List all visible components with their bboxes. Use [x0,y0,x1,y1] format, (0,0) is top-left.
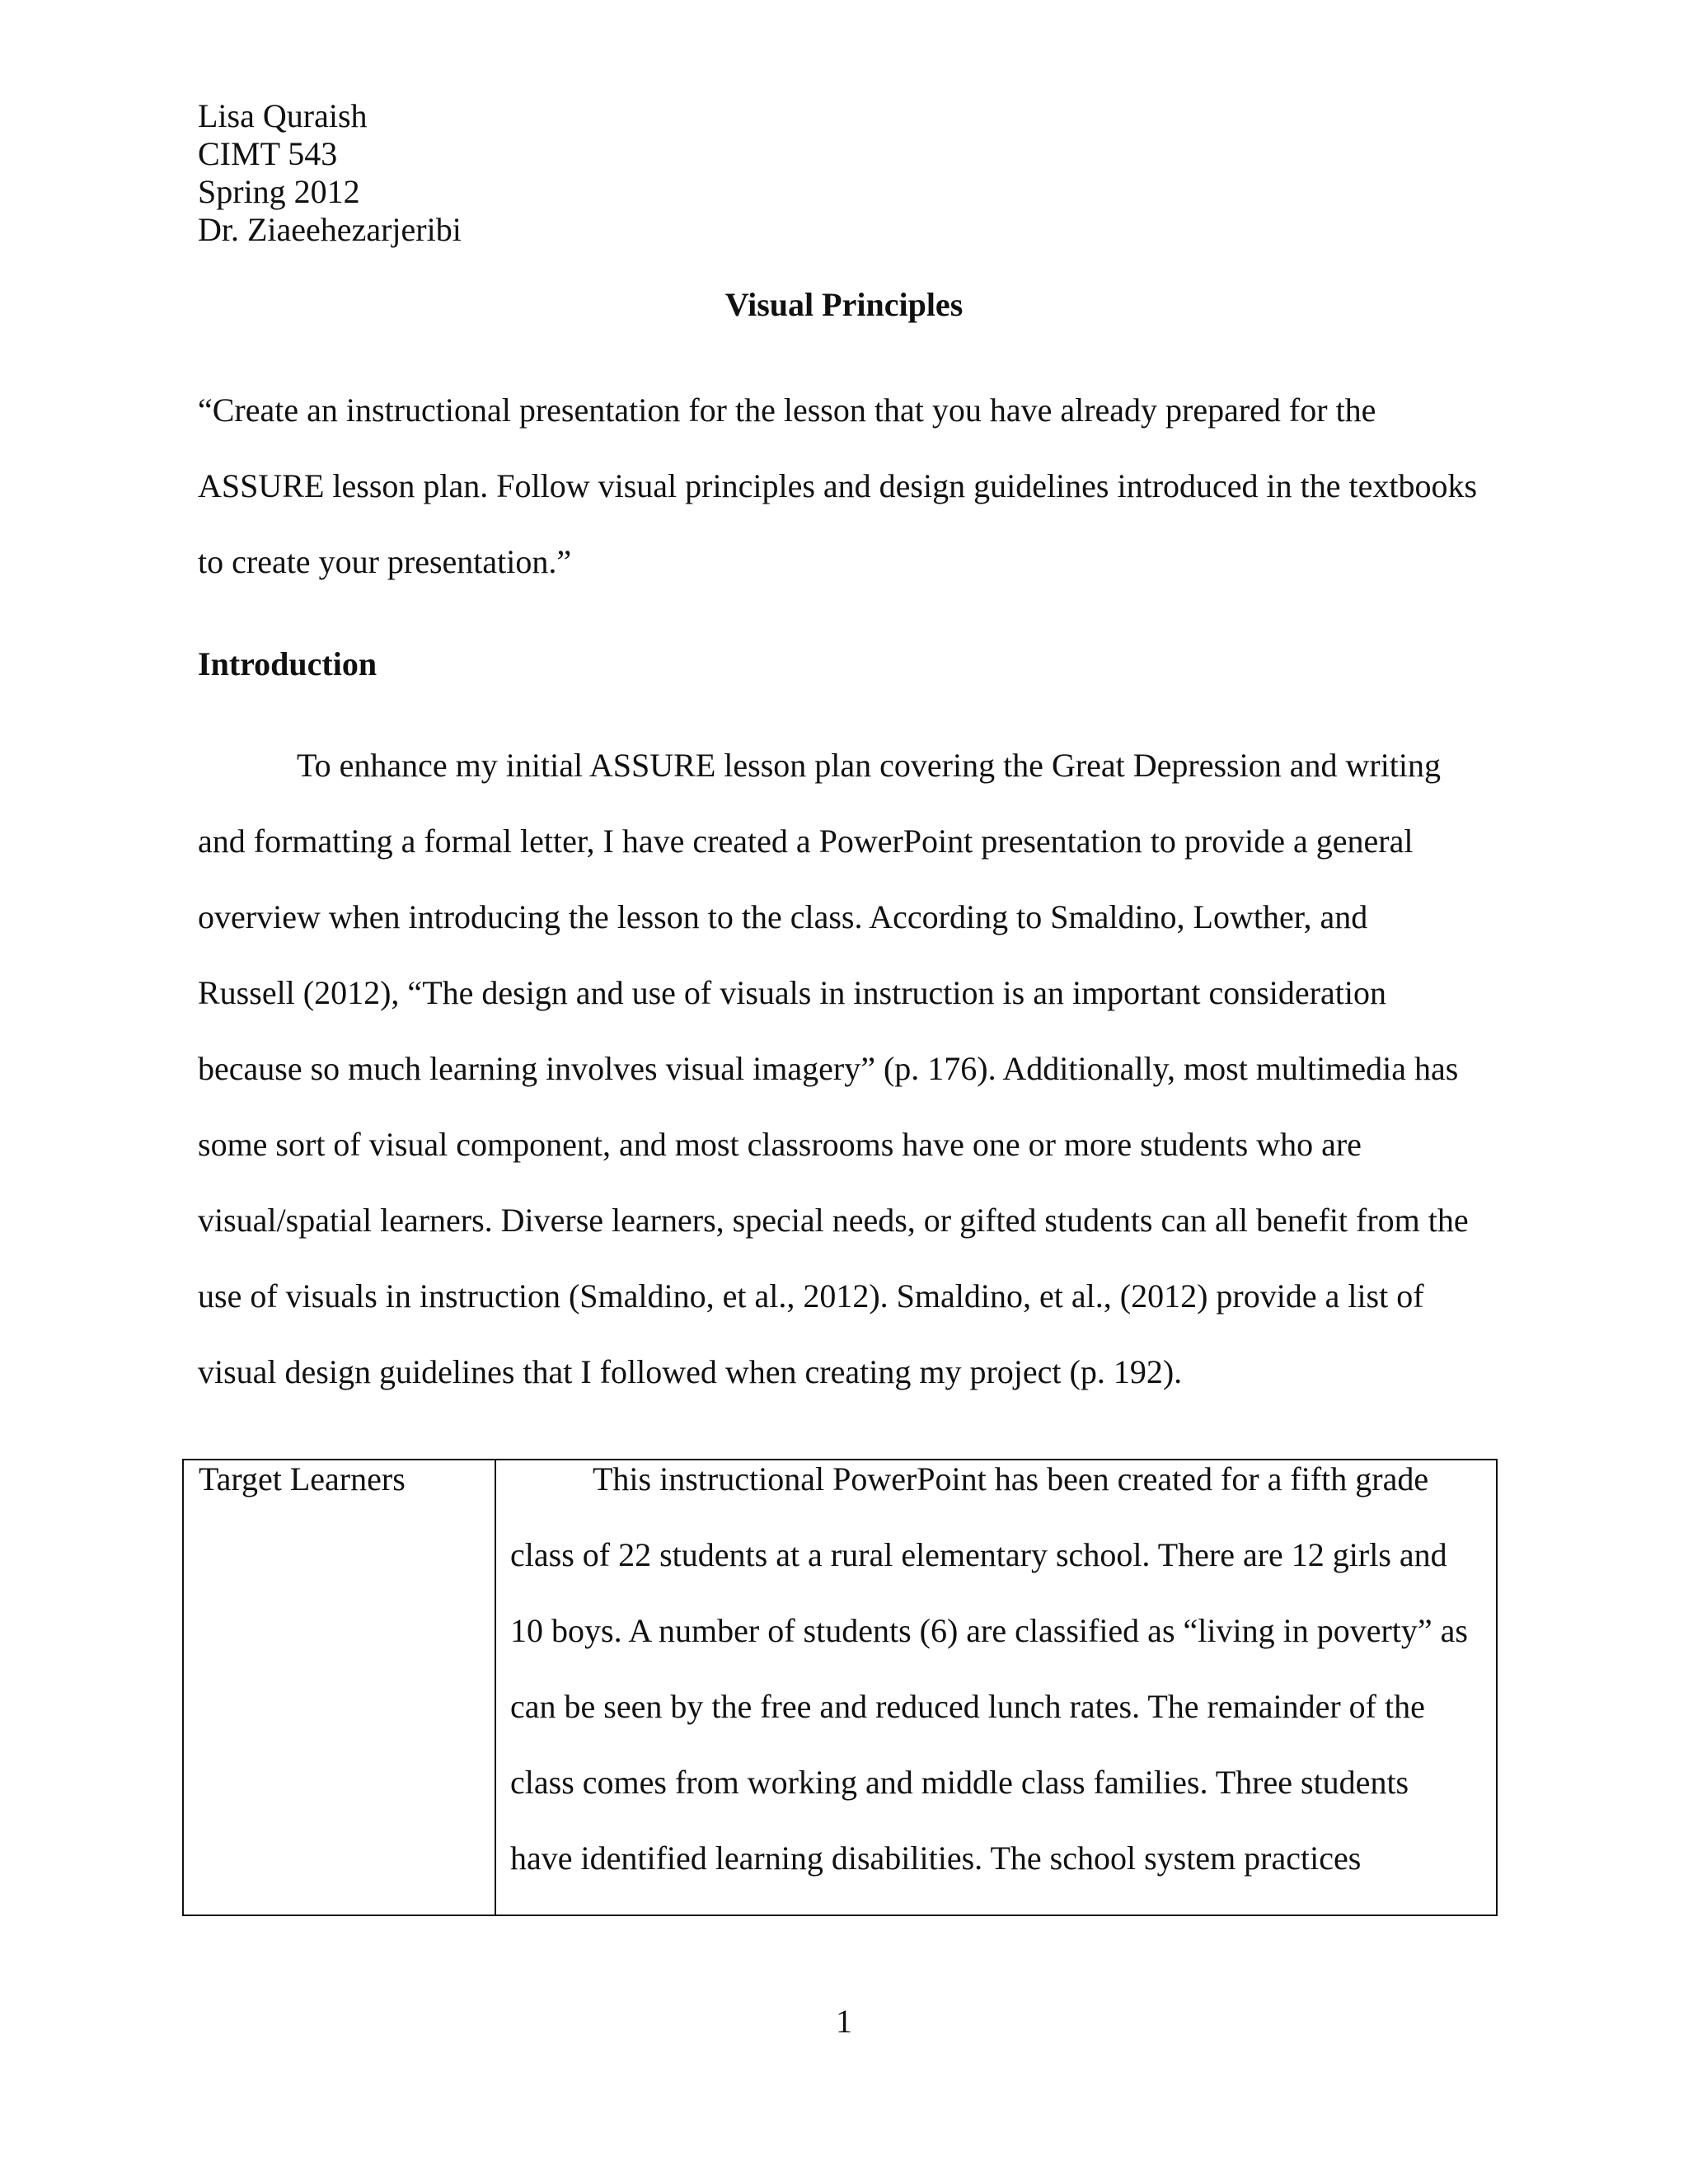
quote-line: ASSURE lesson plan. Follow visual principles and design guidelines introduced in the textbooks [198,467,1478,504]
table-column-divider [495,1460,496,1915]
quote-line: “Create an instructional presentation for the lesson that you have already prepared for the [198,391,1376,429]
assignment-quote [198,391,1517,619]
table-line: class comes from working and middle class families. Three students [510,1764,1409,1801]
table-line: have identified learning disabilities. The school system practices [510,1840,1362,1877]
introduction-paragraph [198,747,1517,1429]
table-line: 10 boys. A number of students (6) are classified as “living in poverty” as [510,1612,1468,1649]
target-learners-table [182,1459,1498,1916]
paragraph-line: overview when introducing the lesson to the class. According to Smaldino, Lowther, and [198,898,1368,935]
author-name: Lisa Quraish [198,97,368,134]
table-line: This instructional PowerPoint has been created for a fifth grade [593,1460,1429,1497]
instructor-name: Dr. Ziaeehezarjeribi [198,211,462,248]
course-code: CIMT 543 [198,135,338,172]
paragraph-line: and formatting a formal letter, I have created a PowerPoint presentation to provide a general [198,823,1414,860]
paragraph-line: visual design guidelines that I followed when creating my project (p. 192). [198,1353,1183,1390]
paragraph-line: visual/spatial learners. Diverse learners, special needs, or gifted students can all benefit from the [198,1202,1469,1239]
header-block [198,97,462,249]
term: Spring 2012 [198,173,360,210]
paragraph-line: Russell (2012), “The design and use of visuals in instruction is an important consideration [198,974,1386,1011]
document-title: Visual Principles [724,286,964,323]
paragraph-line: use of visuals in instruction (Smaldino, et al., 2012). Smaldino, et al., (2012) provide a list of [198,1277,1424,1315]
table-line: can be seen by the free and reduced lunch rates. The remainder of the [510,1688,1425,1725]
introduction-heading: Introduction [198,645,377,682]
paragraph-line: To enhance my initial ASSURE lesson plan covering the Great Depression and writing [297,747,1442,784]
table-body-cell [510,1460,1483,1915]
quote-line: to create your presentation.” [198,543,572,580]
paragraph-line: because so much learning involves visual imagery” (p. 176). Additionally, most multimedia has [198,1050,1459,1087]
table-label-cell: Target Learners [199,1460,406,1497]
table-line: class of 22 students at a rural elementary school. There are 12 girls and [510,1536,1447,1573]
paragraph-line: some sort of visual component, and most classrooms have one or more students who are [198,1126,1362,1163]
page-number: 1 [836,2003,852,2040]
